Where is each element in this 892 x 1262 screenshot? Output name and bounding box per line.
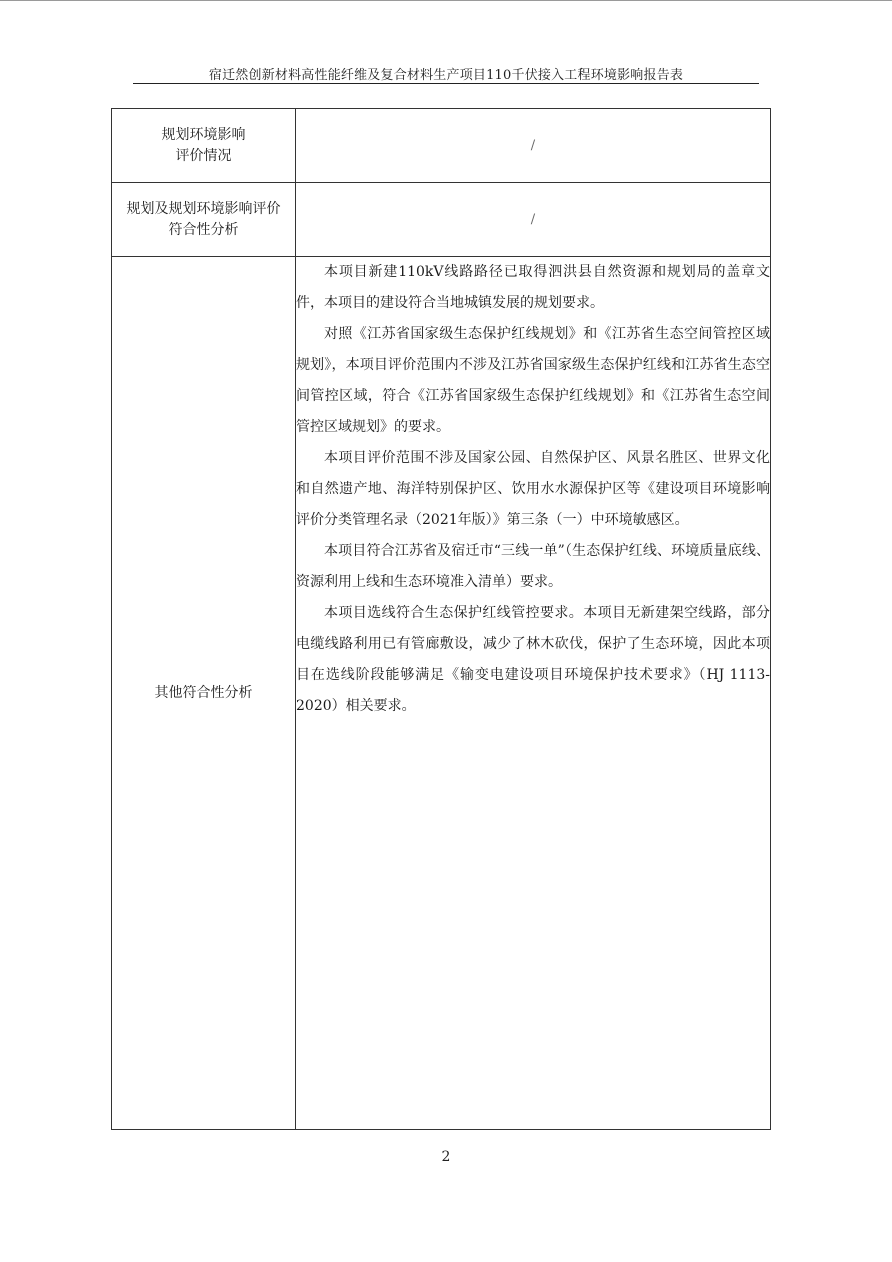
label-line: 规划环境影响 xyxy=(161,126,246,143)
analysis-paragraph: 本项目新建110kV线路路径已取得泗洪县自然资源和规划局的盖章文件，本项目的建设符合当地城镇发展的规划要求。 xyxy=(296,264,770,311)
analysis-paragraph: 本项目评价范围不涉及国家公园、自然保护区、风景名胜区、世界文化和自然遗产地、海洋特别保护区、饮用水水源保护区等《建设项目环境影响评价分类管理名录（2021年版）》第三条（一）中环境敏感区。 xyxy=(296,450,770,528)
row-value-planning-compliance: / xyxy=(296,183,771,257)
label-line: 规划及规划环境影响评价 xyxy=(126,200,281,217)
table-row-other-compliance xyxy=(112,257,771,1130)
report-header-title: 宿迁然创新材料高性能纤维及复合材料生产项目110千伏接入工程环境影响报告表 xyxy=(208,68,684,83)
analysis-paragraph: 本项目符合江苏省及宿迁市“三线一单”（生态保护红线、环境质量底线、资源利用上线和生态环境准入清单）要求。 xyxy=(296,543,770,590)
analysis-paragraph: 本项目选线符合生态保护红线管控要求。本项目无新建架空线路，部分电缆线路利用已有管廊敷设，减少了林木砍伐，保护了生态环境，因此本项目在选线阶段能够满足《输变电建设项目环境保护技术要求》（HJ 1113-2020）相关要求。 xyxy=(296,605,770,714)
header-rule xyxy=(133,83,759,84)
label-line: 符合性分析 xyxy=(168,221,239,238)
other-compliance-analysis xyxy=(296,257,771,1130)
table-row-planning-compliance xyxy=(112,183,771,257)
compliance-table xyxy=(111,108,771,1130)
analysis-paragraph: 对照《江苏省国家级生态保护红线规划》和《江苏省生态空间管控区域规划》，本项目评价范围内不涉及江苏省国家级生态保护红线和江苏省生态空间管控区域，符合《江苏省国家级生态保护红线规划》和《江苏省生态空间管控区域规划》的要求。 xyxy=(296,326,770,435)
row-value-planning-eia: / xyxy=(296,109,771,183)
page-top-border xyxy=(0,0,892,1)
page-number: 2 xyxy=(441,1149,451,1165)
row-label-planning-compliance xyxy=(112,183,296,257)
table-row-planning-eia xyxy=(112,109,771,183)
row-label-other-compliance: 其他符合性分析 xyxy=(112,257,296,1130)
label-line: 评价情况 xyxy=(175,147,232,164)
row-label-planning-eia xyxy=(112,109,296,183)
